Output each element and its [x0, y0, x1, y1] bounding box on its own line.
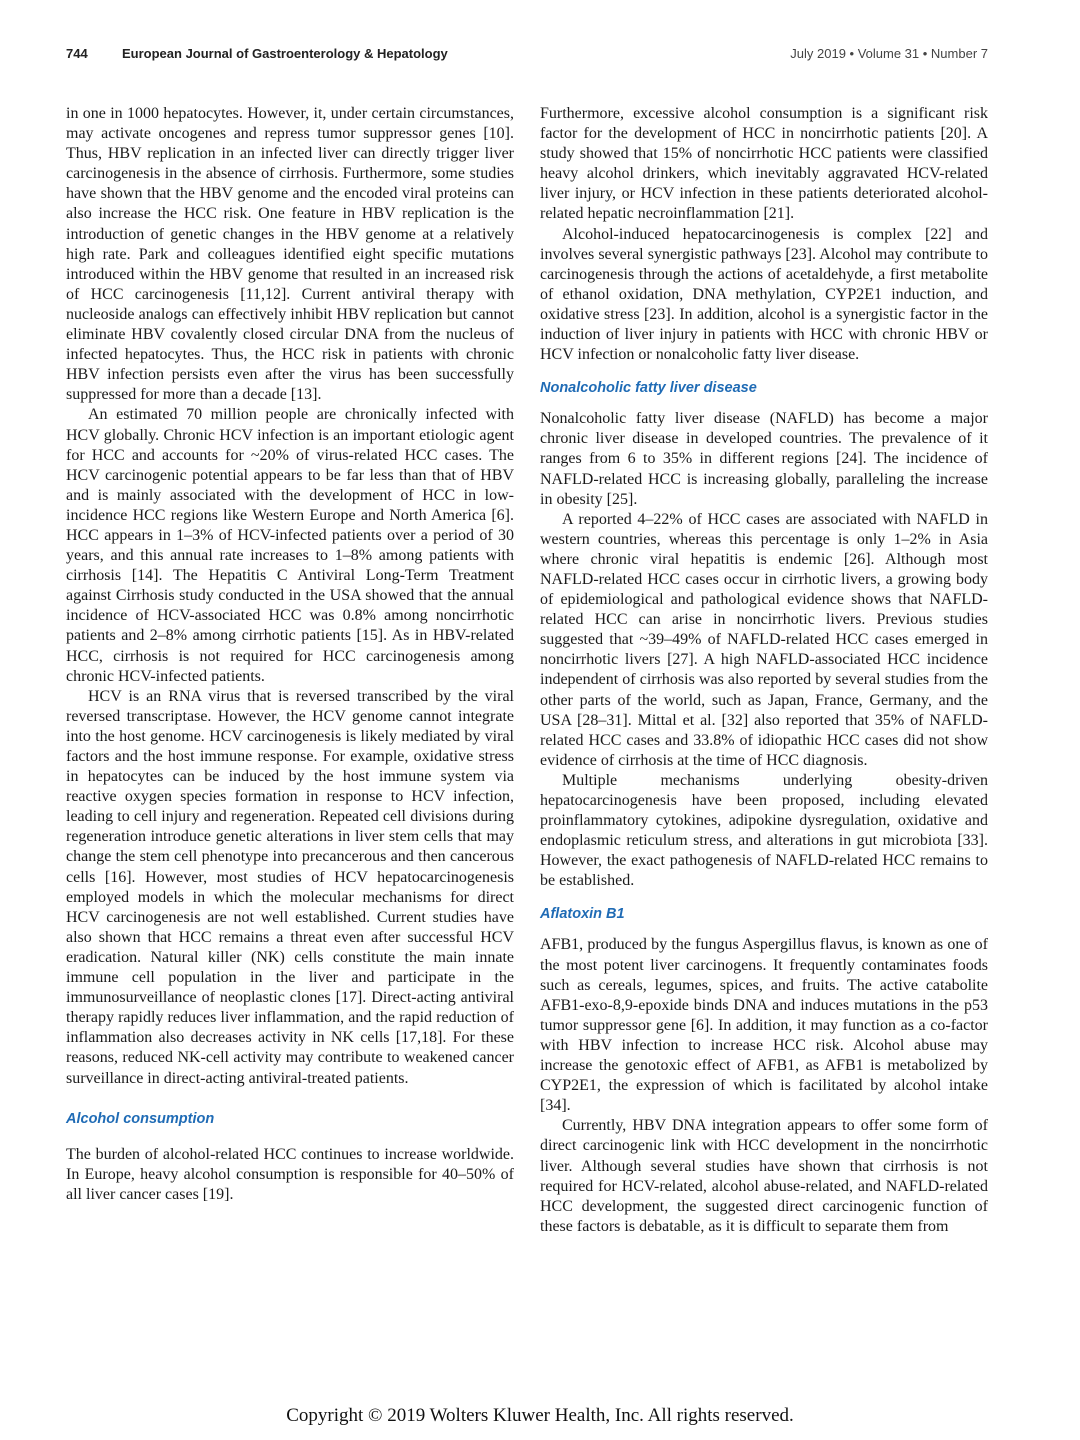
section-heading-nafld: Nonalcoholic fatty liver disease	[540, 380, 757, 397]
paragraph: HCV is an RNA virus that is reversed transcribed by the viral reversed transcriptase. However, the HCV genome cannot integrate into the host genome. HCV carcinogenesis is likely mediated by viral factors and the host immune response. For example, oxidative stress in hepatocytes can be induced by the host immune system via reactive oxygen species formation in response to HCV infection, leading to cell injury and regeneration. Repeated cell divisions during regeneration introduce genetic alterations in liver stem cells that may change the stem cell phenotype into precancerous and then cancerous cells [16]. However, most studies of HCV hepatocarcinogenesis employed models in which the molecular mechanisms for direct HCV carcinogenesis are not well established. Current studies have also shown that HCC remains a threat even after successful HCV eradication. Natural killer (NK) cells constitute the main innate immune cell population in the liver and participate in the immunosurveillance of neoplastic clones [17]. Direct-acting antiviral therapy rapidly reduces liver inflammation, and the rapid reduction of inflammation also decreases activity in NK cells [17,18]. For these reasons, reduced NK-cell activity may contribute to weakened cancer surveillance in direct-acting antiviral-treated patients.	[66, 687, 514, 1087]
paragraph: Nonalcoholic fatty liver disease (NAFLD) has become a major chronic liver disease in developed countries. The prevalence of it ranges from 6 to 35% in different regions [24]. The incidence of NAFLD-related HCC is increasing globally, paralleling the increase in obesity [25].	[540, 410, 988, 508]
journal-title: European Journal of Gastroenterology & Hepatology	[122, 46, 448, 61]
right-column	[540, 104, 988, 1237]
issue-info: July 2019 • Volume 31 • Number 7	[790, 46, 988, 61]
running-header	[66, 46, 988, 66]
paragraph: Multiple mechanisms underlying obesity-driven hepatocarcinogenesis have been proposed, including elevated proinflammatory cytokines, adipokine dysregulation, oxidative and endoplasmic reticulum stress, and alterations in gut microbiota [33]. However, the exact pathogenesis of NAFLD-related HCC remains to be established.	[540, 771, 988, 890]
left-column	[66, 104, 514, 1205]
paragraph: Alcohol-induced hepatocarcinogenesis is complex [22] and involves several synergistic pathways [23]. Alcohol may contribute to carcinogenesis through the actions of acetaldehyde, a first metabolite of ethanol oxidation, DNA methylation, CYP2E1 induction, and oxidative stress [23]. In addition, alcohol is a synergistic factor in the induction of liver injury in patients with HCC with chronic HBV or HCV infection or nonalcoholic fatty liver disease.	[540, 225, 988, 364]
copyright-footer: Copyright © 2019 Wolters Kluwer Health, Inc. All rights reserved.	[286, 1405, 794, 1426]
paragraph: An estimated 70 million people are chronically infected with HCV globally. Chronic HCV infection is an important etiologic agent for HCC and accounts for ~20% of virus-related HCC cases. The HCV carcinogenic potential appears to be far less than that of HBV and is mainly associated with the development of HCC in low-incidence HCC regions like Western Europe and North America [6]. HCC appears in 1–3% of HCV-infected patients over a period of 30 years, and this annual rate increases to 1–8% among patients with cirrhosis [14]. The Hepatitis C Antiviral Long-Term Treatment against Cirrhosis study conducted in the USA showed that the annual incidence of HCV-associated HCC was 0.8% among noncirrhotic patients and 2–8% among cirrhotic patients [15]. As in HBV-related HCC, cirrhosis is not required for HCC carcinogenesis among chronic HCV-infected patients.	[66, 406, 514, 685]
paragraph: AFB1, produced by the fungus Aspergillus flavus, is known as one of the most potent liver carcinogens. It frequently contaminates foods such as cereals, legumes, spices, and fruits. The active catabolite AFB1-exo-8,9-epoxide binds DNA and induces mutations in the p53 tumor suppressor gene [6]. In addition, it may function as a co-factor with HBV infection to increase HCC risk. Alcohol abuse may increase the genotoxic effect of AFB1, as AFB1 is metabolized by CYP2E1, the expression of which is facilitated by alcohol intake [34].	[540, 936, 988, 1115]
page-number: 744	[66, 46, 88, 61]
paragraph: The burden of alcohol-related HCC continues to increase worldwide. In Europe, heavy alcohol consumption is responsible for 40–50% of all liver cancer cases [19].	[66, 1145, 514, 1203]
paragraph: A reported 4–22% of HCC cases are associated with NAFLD in western countries, whereas this percentage is only 1–2% in Asia where chronic viral hepatitis is endemic [26]. Although most NAFLD-related HCC cases occur in cirrhotic livers, a growing body of epidemiological and pathological evidence shows that NAFLD-related HCC can arise in noncirrhotic livers. Previous studies suggested that ~39–49% of NAFLD-related HCC cases emerged in noncirrhotic livers [27]. A high NAFLD-associated HCC incidence independent of cirrhosis was also reported by several studies from the other parts of the world, such as Japan, France, Germany, and the USA [28–31]. Mittal et al. [32] also reported that 35% of NAFLD-related HCC cases and 33.8% of idiopathic HCC cases did not show evidence of cirrhosis at the time of HCC diagnosis.	[540, 510, 988, 769]
paragraph: Currently, HBV DNA integration appears to offer some form of direct carcinogenic link with HCC development in the noncirrhotic liver. Although several studies have shown that cirrhosis is not required for HCV-related, alcohol abuse-related, and NAFLD-related HCC development, the suggested direct carcinogenic function of these factors is debatable, as it is difficult to separate them from	[540, 1117, 988, 1235]
section-heading-aflatoxin: Aflatoxin B1	[540, 906, 625, 923]
section-heading-alcohol: Alcohol consumption	[66, 1110, 215, 1127]
paragraph: Furthermore, excessive alcohol consumption is a significant risk factor for the development of HCC in noncirrhotic patients [20]. A study showed that 15% of noncirrhotic HCC patients were classified heavy alcohol drinkers, which inevitably aggravated HCV-related liver injury, or HCV infection in these patients deteriorated alcohol-related hepatic necroinflammation [21].	[540, 105, 988, 223]
paragraph: in one in 1000 hepatocytes. However, it, under certain circumstances, may activate oncogenes and repress tumor suppressor genes [10]. Thus, HBV replication in an infected liver can directly trigger liver carcinogenesis in the absence of cirrhosis. Furthermore, some studies have shown that the HBV genome and the encoded viral proteins can also increase the HCC risk. One feature in HBV replication is the introduction of genetic changes in the HBV genome at a relatively high rate. Park and colleagues identified eight specific mutations introduced within the HBV genome that resulted in an increased risk of HCC carcinogenesis [11,12]. Current antiviral therapy with nucleoside analogs can effectively inhibit HBV replication but cannot eliminate HBV covalently closed circular DNA from the nucleus of infected hepatocytes. Thus, the HCC risk in patients with chronic HBV infection persists even after the virus has been successfully suppressed for more than a decade [13].	[66, 105, 514, 404]
